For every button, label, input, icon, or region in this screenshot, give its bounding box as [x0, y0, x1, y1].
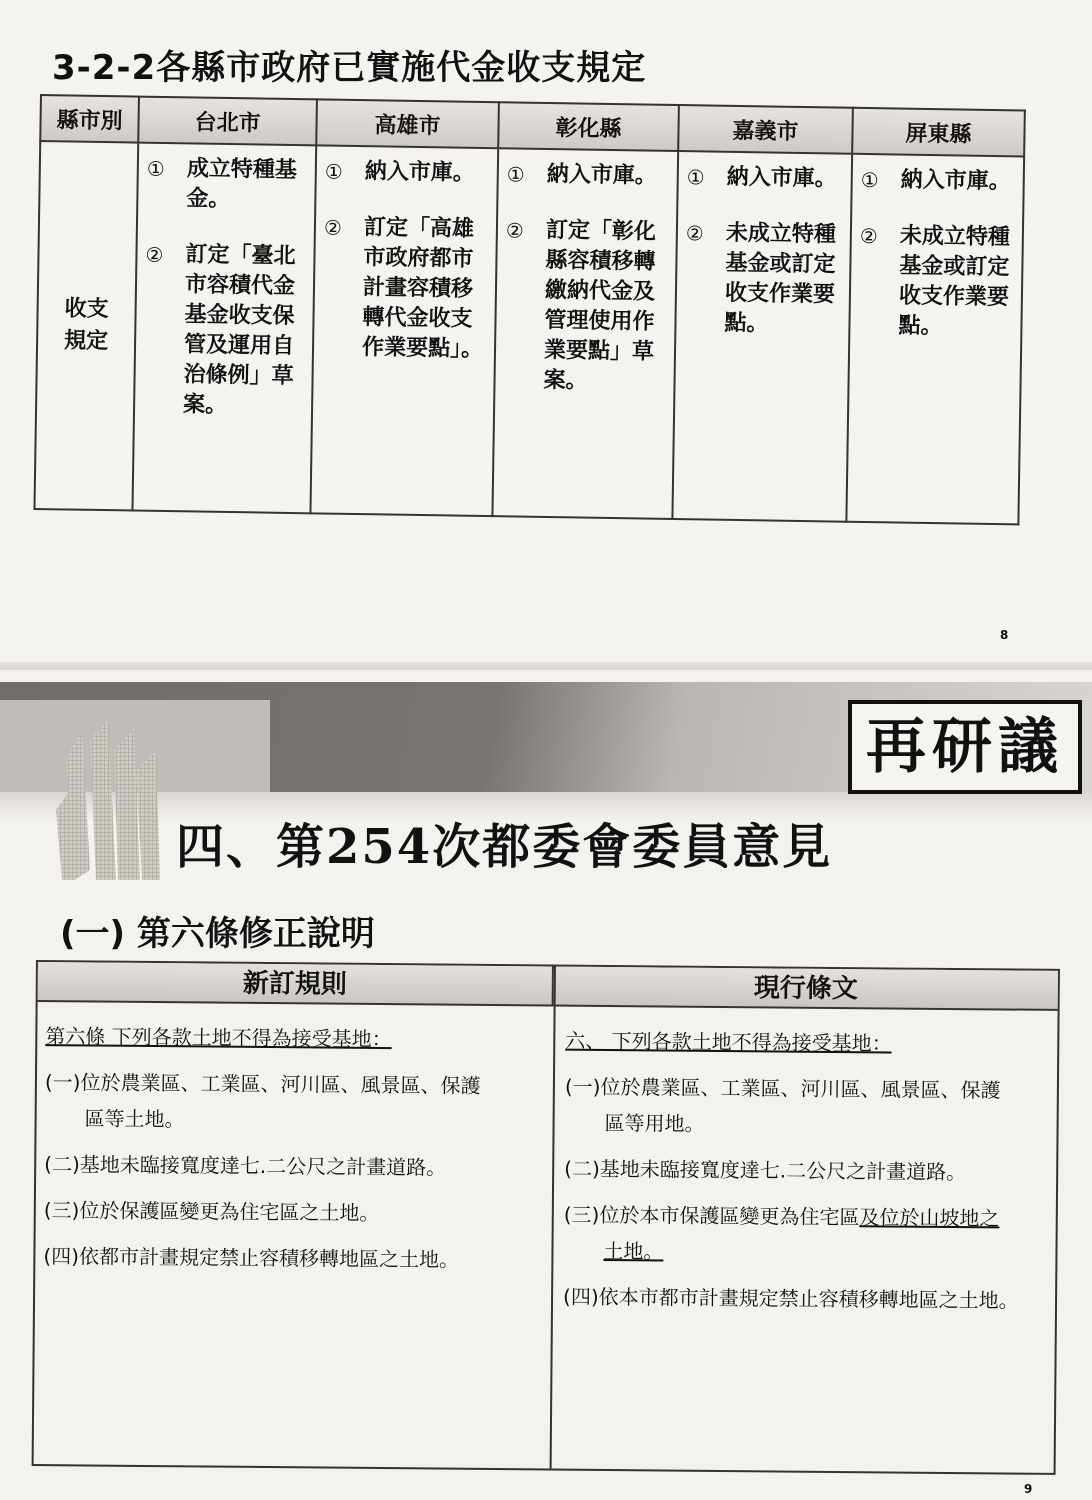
cell-chiayi: ① 納入市庫。 ② 未成立特種基金或訂定收支作業要點。 — [672, 151, 852, 522]
header-county: 縣市別 — [40, 95, 139, 143]
header-current-articles: 現行條文 — [554, 967, 1058, 1011]
row-label: 收支 規定 — [34, 141, 138, 510]
section-title: 3-2-2各縣市政府已實施代金收支規定 — [52, 48, 647, 88]
clause-item: (二)基地未臨接寬度達七.二公尺之計畫道路。 — [564, 1156, 967, 1185]
city-comparison-table — [33, 94, 1025, 525]
new-rules-column — [43, 1024, 545, 1294]
clause-item: (三)位於本市保護區變更為住宅區及位於山坡地之 — [563, 1202, 1000, 1231]
cell-pingtung: ① 納入市庫。 ② 未成立特種基金或訂定收支作業要點。 — [846, 154, 1024, 525]
underlined-text: 及位於山坡地之 — [859, 1205, 1000, 1231]
clause-title: 六、 下列各款土地不得為接受基地： — [565, 1028, 892, 1056]
clause-item: (四)依本市都市計畫規定禁止容積移轉地區之土地。 — [562, 1284, 1019, 1313]
clause-item: (一)位於農業區、工業區、河川區、風景區、保護 — [564, 1074, 1001, 1103]
header-taipei: 台北市 — [138, 97, 317, 146]
clause-item: (四)依都市計畫規定禁止容積移轉地區之土地。 — [43, 1244, 460, 1272]
clause-item: (一)位於農業區、工業區、河川區、風景區、保護 — [44, 1070, 481, 1098]
header-pingtung: 屏東縣 — [852, 108, 1025, 157]
clause-item-cont: 區等土地。 — [84, 1106, 185, 1132]
table-row — [34, 141, 1024, 524]
current-articles-column — [563, 1029, 1046, 1335]
skyscraper-icon — [56, 720, 176, 885]
clause-title: 第六條 下列各款土地不得為接受基地： — [45, 1024, 392, 1052]
article-comparison-table — [32, 960, 1060, 1475]
clause-item-cont: 土地。 — [603, 1238, 664, 1264]
clause-item: (二)基地未臨接寬度達七.二公尺之計畫道路。 — [44, 1152, 447, 1180]
header-changhua: 彰化縣 — [498, 102, 679, 151]
header-new-rules: 新訂規則 — [38, 962, 554, 1007]
clause-item: (三)位於保護區變更為住宅區之土地。 — [43, 1198, 380, 1226]
page-number: 9 — [1024, 1482, 1033, 1496]
cell-changhua: ① 納入市庫。 ② 訂定「彰化縣容積移轉繳納代金及管理使用作業要點」草案。 — [492, 148, 678, 519]
cell-taipei: ① 成立特種基金。 ② 訂定「臺北市容積代金基金收支保管及運用自治條例」草案。 — [132, 143, 316, 514]
page-number: 8 — [1000, 628, 1009, 642]
page-divider — [0, 662, 1092, 670]
header-kaohsiung: 高雄市 — [316, 99, 499, 148]
section-heading: 四、第254次都委會委員意見 — [176, 819, 833, 875]
column-divider — [550, 967, 556, 1469]
subsection-heading: (一) 第六條修正說明 — [60, 914, 375, 954]
clause-item-cont: 區等用地。 — [604, 1110, 705, 1136]
revisit-stamp: 再研議 — [848, 700, 1082, 794]
cell-kaohsiung: ① 納入市庫。 ② 訂定「高雄市政府都市計畫容積移轉代金收支作業要點」。 — [310, 145, 498, 516]
header-chiayi: 嘉義市 — [678, 105, 853, 154]
